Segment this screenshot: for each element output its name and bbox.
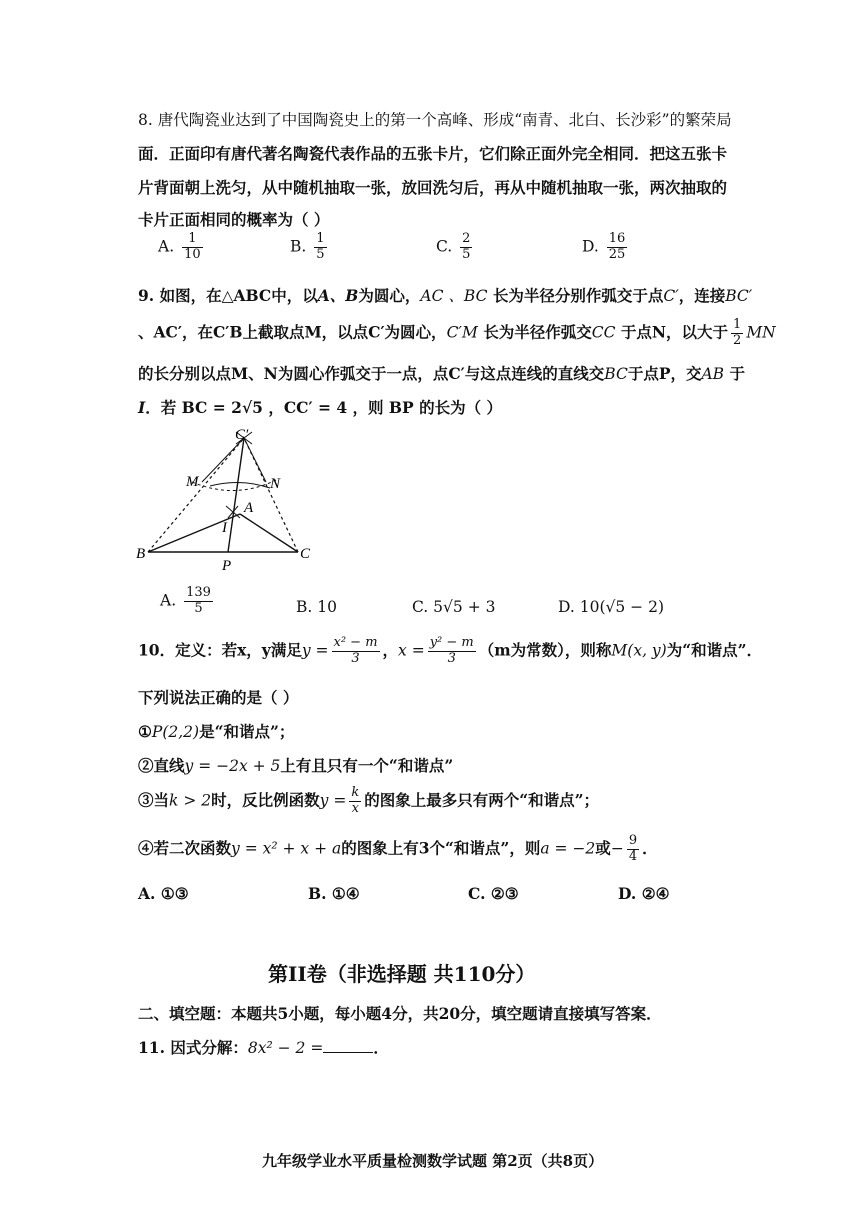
arc-upper <box>210 482 270 488</box>
q10-statement-4: ④若二次函数y = x² + x + a的图象上有3个“和谐点”，则a = −2或− $\frac{9}{4}$ ． <box>138 833 658 864</box>
q10-option-d: D. ②④ <box>618 884 670 903</box>
q9-geometry-figure <box>130 422 330 582</box>
section-title: 第II卷（非选择题 共110分） <box>268 962 536 986</box>
q9-option-b: B. 10 <box>296 598 337 616</box>
line-m <box>202 438 244 482</box>
label-p: P <box>222 558 232 574</box>
q9-option-d: D. 10(√5 − 2) <box>558 598 665 616</box>
q10-statement-3: ③当k > 2时，反比例函数y = $\frac{k}{x}$ 的图象上最多只有两个“和谐点”； <box>138 785 600 816</box>
q9-line3: 的长分别以点M、N为圆心作弧交于一点，点C′与这点连线的直线交BC于点P，交AB 于 <box>138 364 745 383</box>
q8-option-c: C. $\frac{2}{5}$ <box>436 231 471 262</box>
q9-option-a: A. $\frac{139}{5}$ <box>160 585 211 616</box>
q8-line2: 面．正面印有唐代著名陶瓷代表作品的五张卡片，它们除正面外完全相同．把这五张卡 <box>138 144 728 163</box>
q9-line1: 9. 如图，在△ABC中，以A、B为圆心，AC 、BC 长为半径分别作弧交于点C′，连接BC′ <box>138 286 753 305</box>
dashed-line-bc-prime <box>148 438 244 552</box>
q8-option-b: B. $\frac{1}{5}$ <box>290 231 325 262</box>
q8-line1: 8. 唐代陶瓷业达到了中国陶瓷史上的第一个高峰、形成“南青、北白、长沙彩”的繁荣局 <box>138 111 732 129</box>
section-heading: 二、填空题：本题共5小题，每小题4分，共20分，填空题请直接填写答案． <box>138 1004 662 1023</box>
page-footer: 九年级学业水平质量检测数学试题 第2页（共8页） <box>262 1152 604 1170</box>
q10-statement-1: ①P(2,2)是“和谐点”； <box>138 722 295 741</box>
q10-statement-2: ②直线y = −2x + 5上有且只有一个“和谐点” <box>138 756 454 775</box>
line-n <box>244 438 266 482</box>
q11-answer-blank <box>323 1038 373 1053</box>
q9-line4: I．若 BC = 2√5 ，CC′ = 4 ，则 BP 的长为（ ） <box>138 398 502 417</box>
label-b: B <box>136 546 146 562</box>
label-a: A <box>244 500 254 516</box>
q9-option-c: C. 5√5 + 3 <box>412 598 496 616</box>
q10-option-a: A. ①③ <box>138 884 189 903</box>
q10-line2: 下列说法正确的是（ ） <box>138 688 299 707</box>
label-c-prime: C′ <box>235 427 249 443</box>
q11-line: 11. 因式分解：8x² − 2 = ． <box>138 1038 389 1057</box>
label-i: I <box>222 520 227 536</box>
q8-line3: 片背面朝上洗匀，从中随机抽取一张，放回洗匀后，再从中随机抽取一张，两次抽取的 <box>138 178 728 197</box>
q10-option-b: B. ①④ <box>308 884 360 903</box>
q8-line4: 卡片正面相同的概率为（ ） <box>138 210 330 229</box>
q8-option-a: A. $\frac{1}{10}$ <box>158 231 201 262</box>
label-m: M <box>186 474 199 490</box>
q10-line1: 10．定义：若x，y满足y = $\frac{\text{x² − m}}{3}$ ，x = $\frac{\text{y² − m}}{3}$ （m为常数），则称M(x, y)为“和谐点”． <box>138 635 763 666</box>
label-c: C <box>300 546 311 562</box>
label-n: N <box>270 476 281 492</box>
arc-mn <box>192 480 276 491</box>
q8-option-d: D. $\frac{16}{25}$ <box>582 231 626 262</box>
q10-option-c: C. ②③ <box>468 884 519 903</box>
q9-line2: 、AC′，在C′B上截取点M，以点C′为圆心，C′M 长为半径作弧交CC 于点N，以大于 $\frac{1}{2}$ MN <box>138 317 776 348</box>
line-c-prime-p <box>228 438 244 552</box>
